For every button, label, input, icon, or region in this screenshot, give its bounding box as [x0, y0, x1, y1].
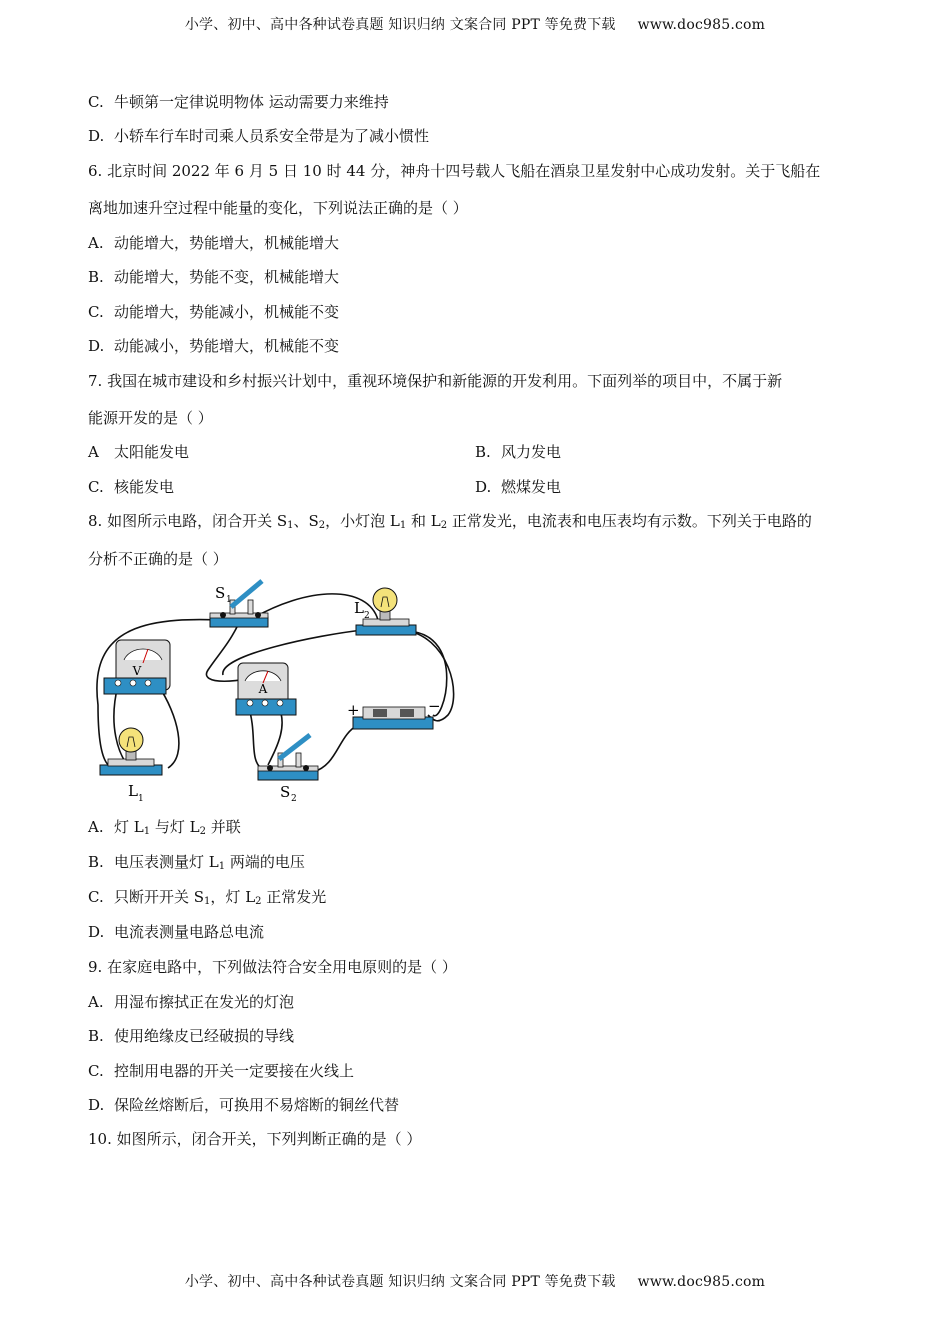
q7-stem-line2: 能源开发的是（ ）: [88, 409, 213, 427]
header-site: www.doc985.com: [637, 17, 766, 33]
label-l2-l: L: [354, 599, 364, 617]
q8-option-b: B. 电压表测量灯 $L_1$ 两端的电压: [88, 853, 305, 872]
label-s2-sub: 2: [291, 794, 297, 804]
q6-option-a: A. 动能增大，势能增大，机械能增大: [88, 234, 340, 252]
q6-stem-line2: 离地加速升空过程中能量的变化，下列说法正确的是（ ）: [88, 199, 468, 217]
label-l2-sub: 2: [364, 611, 370, 621]
footer-text: 小学、初中、高中各种试卷真题 知识归纳 文案合同 PPT 等免费下载: [184, 1274, 616, 1290]
switch-s2: [258, 735, 318, 780]
label-s2-s: S: [280, 783, 291, 801]
lamp-l1: [100, 728, 162, 775]
q9-option-c: C. 控制用电器的开关一定要接在火线上: [88, 1062, 355, 1080]
page-header: [0, 14, 950, 34]
q8-option-d: D. 电流表测量电路总电流: [88, 923, 265, 941]
label-l1-l: L: [128, 782, 138, 800]
q5-option-c: C. 牛顿第一定律说明物体 运动需要力来维持: [88, 93, 389, 111]
label-s1-sub: 1: [226, 595, 232, 605]
q6-option-d: D. 动能减小，势能增大，机械能不变: [88, 337, 340, 355]
q7-stem-line1: 7. 我国在城市建设和乡村振兴计划中，重视环境保护和新能源的开发利用。下面列举的项目中，不属于新: [88, 372, 783, 390]
footer-site: www.doc985.com: [637, 1274, 766, 1290]
q5-option-d: D. 小轿车行车时司乘人员系安全带是为了减小惯性: [88, 127, 430, 145]
q8-option-a: A. 灯 $L_1$ 与灯 $L_2$ 并联: [88, 818, 241, 837]
ammeter-label: A: [258, 682, 268, 696]
battery: [353, 707, 433, 729]
q10-stem: 10. 如图所示，闭合开关，下列判断正确的是（ ）: [88, 1130, 422, 1148]
header-text: 小学、初中、高中各种试卷真题 知识归纳 文案合同 PPT 等免费下载: [184, 17, 616, 33]
q6-option-b: B. 动能增大，势能不变，机械能增大: [88, 268, 340, 286]
q7-option-d: D. 燃煤发电: [475, 478, 562, 496]
label-l1-sub: 1: [138, 794, 144, 804]
label-s1-s: S: [215, 584, 226, 602]
q9-option-b: B. 使用绝缘皮已经破损的导线: [88, 1027, 295, 1045]
q6-stem-line1: 6. 北京时间 2022 年 6 月 5 日 10 时 44 分，神舟十四号载人飞船在酒泉卫星发射中心成功发射。关于飞船在: [88, 162, 821, 180]
battery-plus: +: [347, 701, 360, 719]
q8-option-c: C. 只断开开关 $S_1$，灯 $L_2$ 正常发光: [88, 888, 327, 907]
q7-option-a: A 太阳能发电: [88, 443, 190, 461]
q9-option-a: A. 用湿布擦拭正在发光的灯泡: [88, 993, 295, 1011]
q9-option-d: D. 保险丝熔断后，可换用不易熔断的铜丝代替: [88, 1096, 400, 1114]
q8-stem-line2: 分析不正确的是（ ）: [88, 550, 228, 568]
q6-option-c: C. 动能增大，势能减小，机械能不变: [88, 303, 340, 321]
voltmeter-label: V: [132, 664, 142, 678]
circuit-diagram: [88, 575, 468, 805]
q7-option-c: C. 核能发电: [88, 478, 175, 496]
battery-minus: −: [428, 697, 441, 715]
q8-stem-line1: 8. 如图所示电路，闭合开关 $S_1$、$S_2$，小灯泡 $L_1$ 和 $L_2$ 正常发光，电流表和电压表均有示数。下列关于电路的: [88, 512, 812, 531]
q7-option-b: B. 风力发电: [475, 443, 562, 461]
q9-stem: 9. 在家庭电路中，下列做法符合安全用电原则的是（ ）: [88, 958, 457, 976]
page-footer: [0, 1271, 950, 1291]
